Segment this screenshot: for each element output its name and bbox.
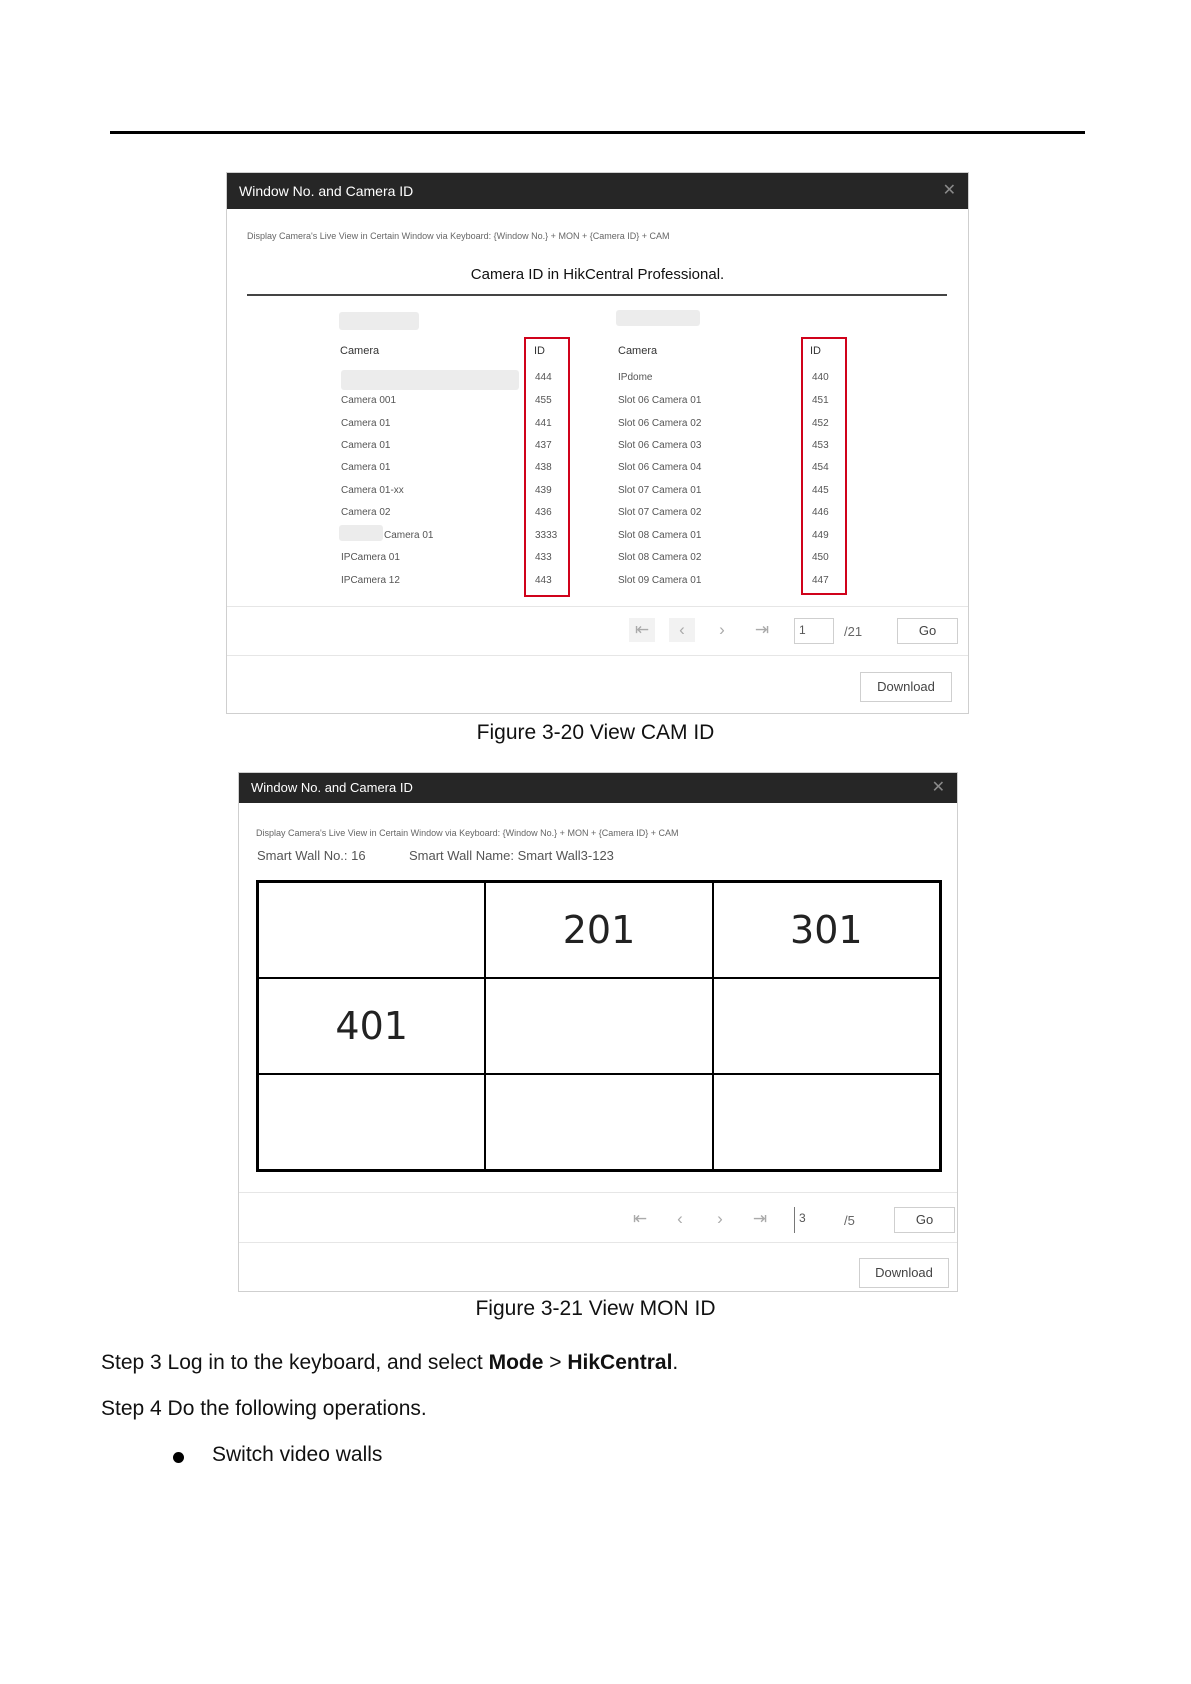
- camera-column-header: Camera: [340, 345, 380, 357]
- blurred-camera-name: [341, 370, 519, 390]
- camera-name: Camera 02: [341, 507, 391, 518]
- step-3-end: .: [672, 1351, 679, 1374]
- first-page-icon[interactable]: ⇤: [632, 1209, 648, 1228]
- camera-id: 451: [812, 395, 829, 406]
- step-3-text: [101, 1351, 678, 1375]
- smart-wall-number: Smart Wall No.: 16: [257, 848, 366, 863]
- camera-name: Slot 07 Camera 02: [618, 507, 702, 518]
- camera-id: 433: [535, 552, 552, 563]
- camera-name: IPdome: [618, 372, 653, 383]
- camera-name: Slot 08 Camera 01: [618, 530, 702, 541]
- wall-window[interactable]: [713, 978, 940, 1074]
- camera-name: IPCamera 12: [341, 575, 400, 586]
- dialog-title-bar: [227, 173, 968, 209]
- wall-window[interactable]: [485, 978, 712, 1074]
- wall-window[interactable]: [485, 1074, 712, 1170]
- camera-name: Slot 06 Camera 03: [618, 440, 702, 451]
- camera-id: 440: [812, 372, 829, 383]
- blurred-group-label: [339, 312, 419, 330]
- divider: [239, 1192, 957, 1193]
- go-button[interactable]: Go: [894, 1207, 955, 1233]
- camera-id: 441: [535, 418, 552, 429]
- figure-caption: Figure 3-20 View CAM ID: [476, 721, 715, 744]
- camera-id: 455: [535, 395, 552, 406]
- next-page-icon[interactable]: ›: [719, 620, 725, 639]
- camera-id: 450: [812, 552, 829, 563]
- divider: [239, 1242, 957, 1243]
- id-column-header: ID: [810, 345, 821, 357]
- smart-wall-name: Smart Wall Name: Smart Wall3-123: [409, 848, 614, 863]
- prev-page-icon[interactable]: ‹: [669, 618, 695, 642]
- camera-id: 438: [535, 462, 552, 473]
- camera-id: 449: [812, 530, 829, 541]
- camera-id: 443: [535, 575, 552, 586]
- blurred-group-label: [616, 310, 700, 326]
- camera-id: 445: [812, 485, 829, 496]
- camera-id: 439: [535, 485, 552, 496]
- page-total: /21: [844, 624, 863, 639]
- menu-separator: >: [543, 1351, 568, 1374]
- camera-name: Camera 01: [384, 530, 434, 541]
- wall-window[interactable]: [258, 882, 485, 978]
- go-button[interactable]: Go: [897, 618, 958, 644]
- wall-window[interactable]: 401: [258, 978, 485, 1074]
- camera-name: Camera 01: [341, 440, 391, 451]
- camera-name: Slot 06 Camera 02: [618, 418, 702, 429]
- camera-id: 436: [535, 507, 552, 518]
- close-icon[interactable]: ✕: [942, 182, 956, 199]
- last-page-icon[interactable]: ⇥: [752, 1209, 768, 1228]
- step-4-text: Step 4 Do the following operations.: [101, 1397, 427, 1420]
- camera-id: 437: [535, 440, 552, 451]
- camera-name: Camera 01: [341, 418, 391, 429]
- download-button[interactable]: Download: [859, 1258, 949, 1288]
- camera-name: Camera 01: [341, 462, 391, 473]
- dialog-title-bar: [239, 773, 957, 803]
- dialog-title: Window No. and Camera ID: [251, 780, 413, 795]
- camera-id: 444: [535, 372, 552, 383]
- id-column-header: ID: [534, 345, 545, 357]
- wall-window[interactable]: 301: [713, 882, 940, 978]
- blurred-camera-prefix: [339, 525, 383, 541]
- next-page-icon[interactable]: ›: [717, 1209, 723, 1228]
- camera-id-dialog: [226, 172, 969, 714]
- wall-window[interactable]: 201: [485, 882, 712, 978]
- camera-id: 452: [812, 418, 829, 429]
- last-page-icon[interactable]: ⇥: [754, 620, 770, 639]
- page-header-rule: [110, 131, 1085, 134]
- keyboard-hint: Display Camera's Live View in Certain Window via Keyboard: {Window No.} + MON + {Camera ID} + CAM: [256, 828, 679, 838]
- bullet-icon: [173, 1452, 184, 1463]
- camera-name: Camera 01-xx: [341, 485, 404, 496]
- camera-id: 3333: [535, 530, 558, 541]
- page-input[interactable]: 1: [794, 618, 834, 644]
- camera-id: 447: [812, 575, 829, 586]
- wall-window[interactable]: [258, 1074, 485, 1170]
- prev-page-icon[interactable]: ‹: [677, 1209, 683, 1228]
- divider: [227, 655, 968, 656]
- dialog-title: Window No. and Camera ID: [239, 183, 414, 199]
- heading-rule: [247, 294, 947, 296]
- step-3-prefix: Step 3 Log in to the keyboard, and select: [101, 1351, 489, 1374]
- download-button[interactable]: Download: [860, 672, 952, 702]
- hikcentral-menu: HikCentral: [567, 1351, 673, 1374]
- page-input[interactable]: 3: [794, 1207, 834, 1233]
- page-total: /5: [844, 1213, 855, 1228]
- first-page-icon[interactable]: ⇤: [629, 618, 655, 642]
- close-icon[interactable]: ✕: [931, 779, 945, 796]
- camera-name: Slot 06 Camera 01: [618, 395, 702, 406]
- camera-name: Slot 08 Camera 02: [618, 552, 702, 563]
- wall-window-grid: [256, 880, 942, 1172]
- camera-name: Slot 07 Camera 01: [618, 485, 702, 496]
- table-heading: Camera ID in HikCentral Professional.: [470, 266, 725, 283]
- camera-id: 446: [812, 507, 829, 518]
- figure-caption: Figure 3-21 View MON ID: [475, 1297, 716, 1320]
- camera-name: IPCamera 01: [341, 552, 400, 563]
- camera-id: 453: [812, 440, 829, 451]
- wall-window[interactable]: [713, 1074, 940, 1170]
- camera-column-header: Camera: [618, 345, 658, 357]
- camera-name: Slot 06 Camera 04: [618, 462, 702, 473]
- divider: [227, 606, 968, 607]
- keyboard-hint: Display Camera's Live View in Certain Window via Keyboard: {Window No.} + MON + {Camera ID} + CAM: [247, 231, 670, 241]
- camera-name: Camera 001: [341, 395, 397, 406]
- camera-id: 454: [812, 462, 829, 473]
- monitor-id-dialog: [238, 772, 958, 1292]
- bullet-item: Switch video walls: [212, 1443, 383, 1466]
- camera-name: Slot 09 Camera 01: [618, 575, 702, 586]
- mode-menu: Mode: [488, 1351, 544, 1374]
